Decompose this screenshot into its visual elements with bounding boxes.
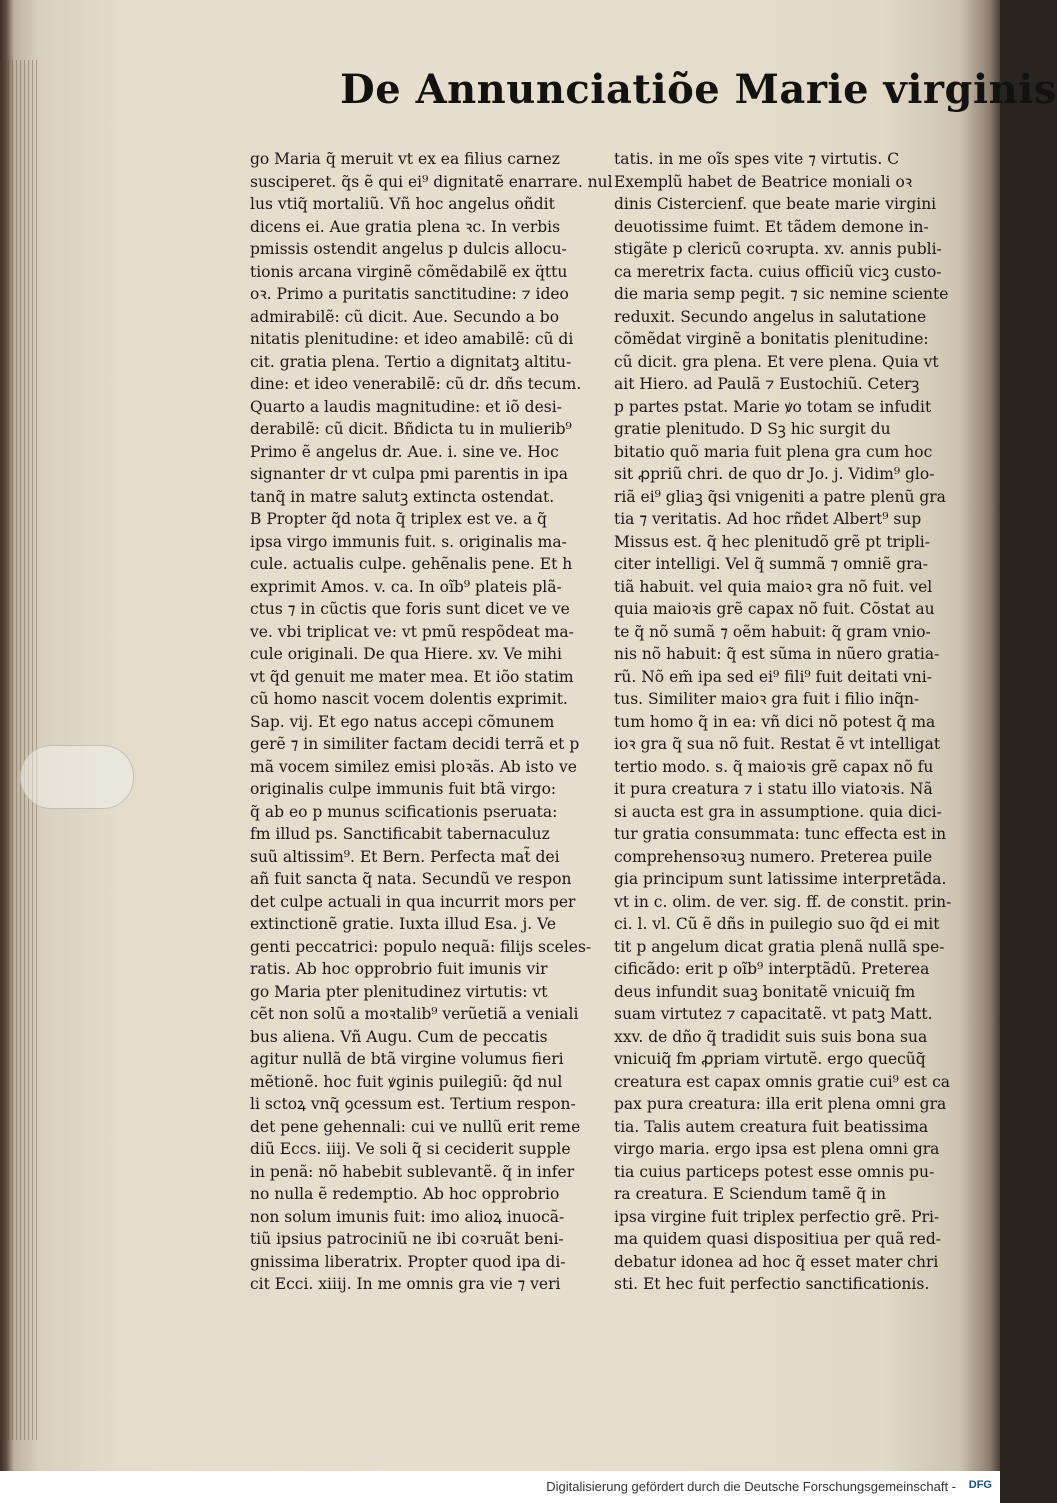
right-column [614,148,962,1293]
text-line: vt in c. olim. de ver. sig. ff. de constit. prin- [614,892,952,911]
text-line: ve. vbi triplicat ve: vt pmũ respõdeat ma- [250,622,574,641]
text-line: go Maria q̃ meruit vt ex ea filius carnez [250,150,560,168]
text-line: virgo maria. ergo ipsa est plena omni gra [614,1140,940,1158]
text-line: cũ homo nascit vocem dolentis exprimit. [250,690,568,708]
text-line: debatur idonea ad hoc q̃ esset mater chri [614,1252,939,1271]
text-line: derabilẽ: cũ dicit. Bñdicta tu in mulierib⁹ [250,420,572,438]
text-line: cit Ecci. xiiij. In me omnis gra vie ⁊ veri [250,1275,561,1293]
text-line: creatura est capax omnis gratie cui⁹ est ca [614,1072,951,1091]
text-line: det culpe actuali in qua incurrit mors per [250,892,576,911]
text-line: tit p angelum dicat gratia plenã nullã spe- [614,937,945,956]
text-line: tur gratia consummata: tunc effecta est in [614,825,947,843]
text-line: Primo ẽ angelus dr. Aue. i. sine ve. Hoc [250,442,559,461]
text-line: ipsa virgo immunis fuit. s. originalis ma- [250,532,567,551]
dfg-logo: DFG [968,1479,992,1491]
text-line: nitatis plenitudine: et ideo amabilẽ: cũ di [250,330,574,348]
text-line: tiã habuit. vel quia maioꝛ gra nõ fuit. vel [614,577,933,596]
text-line: deuotissime fuimt. Et tãdem demone in- [614,217,929,236]
text-line: rũ. Nõ em̃ ipa sed ei⁹ fili⁹ fuit deitati vni- [614,667,932,686]
text-line: li sctoꝝ vnq̃ ꝯcessum est. Tertium respon- [250,1095,576,1113]
text-line: ratis. Ab hoc opprobrio fuit imunis vir [250,960,548,978]
text-line: lus vtiq̃ mortaliũ. Vñ hoc angelus oñdit [250,195,555,213]
text-line: non solum imunis fuit: imo alioꝝ inuocã- [250,1207,565,1226]
text-line: Missus est. q̃ hec plenitudõ grẽ pt tripli- [614,532,930,551]
text-line: tanq̃ in matre salutꝫ extincta ostendat. [250,487,555,506]
text-line: Sap. vij. Et ego natus accepi cõmunem [250,712,555,731]
text-line: citer intelligi. Vel q̃ summã ⁊ omniẽ gra- [614,555,929,573]
text-line: tia. Talis autem creatura fuit beatissima [614,1117,929,1136]
text-line: ait Hiero. ad Paulã ⁊ Eustochiũ. Ceterꝫ [614,375,920,393]
text-line: gnissima liberatrix. Propter quod ipa di- [250,1252,566,1271]
text-line: gratie plenitudo. D Sꝫ hic surgit du [614,420,891,438]
text-line: nis nõ habuit: q̃ est sũma in nũero gratia- [614,645,940,663]
text-line: mã vocem similez emisi ploꝛãs. Ab isto ve [250,757,577,776]
text-line: Quarto a laudis magnitudine: et iõ desi- [250,397,562,416]
running-head: De Annunciatiõe Marie virginis [340,66,1057,113]
funding-credit: Digitalisierung gefördert durch die Deutsche Forschungsgemeinschaft - [546,1479,956,1494]
text-line: exprimit Amos. v. ca. In oĩb⁹ plateis plã- [250,577,562,596]
text-line: tia ⁊ veritatis. Ad hoc rñdet Albert⁹ sup [614,510,922,528]
text-line: p partes pstat. Marie ꝟo totam se infudit [614,397,932,416]
text-line: quia maioꝛis grẽ capax nõ fuit. Cõstat au [614,600,935,618]
text-line: deus infundit suaꝫ bonitatẽ vnicuiq̃ fm [614,982,916,1001]
text-line: signanter dr vt culpa pmi parentis in ipa [250,465,568,483]
text-line: si aucta est gra in assumptione. quia dici- [614,802,942,821]
text-line: tertio modo. s. q̃ maioꝛis grẽ capax nõ fu [614,757,934,776]
text-line: extinctionẽ gratie. Iuxta illud Esa. j. Ve [250,915,557,933]
text-line: reduxit. Secundo angelus in salutatione [614,307,927,326]
text-line: die maria semp pegit. ⁊ sic nemine sciente [614,285,949,303]
text-line: agitur nullã de btã virgine volumus fieri [250,1050,564,1068]
text-line: cule originali. De qua Hiere. xv. Ve mihi [250,645,562,663]
text-line: tionis arcana virginẽ cõmẽdabilẽ ex q̈ttu [250,262,568,281]
digitization-footer [0,1471,1000,1503]
text-line: oꝛ. Primo a puritatis sanctitudine: ⁊ ideo [250,285,569,303]
text-line: it pura creatura ⁊ i statu illo viatoꝛis. Nã [614,780,933,798]
text-line: bitatio quõ maria fuit plena gra cum hoc [614,442,933,461]
text-line: ioꝛ gra q̃ sua nõ fuit. Restat ẽ vt intelligat [614,735,941,753]
text-line: B Propter q̃d nota q̃ triplex est ve. a q̃ [250,510,547,528]
text-line: dicens ei. Aue gratia plena ꝛc. In verbis [250,217,561,236]
text-line: dine: et ideo venerabilẽ: cũ dr. dñs tecum. [250,375,582,393]
text-line: tiũ ipsius patrociniũ ne ibi coꝛruãt beni- [250,1230,564,1248]
text-line: cit. gratia plena. Tertio a dignitatꝫ altitu- [250,352,572,371]
text-line: admirabilẽ: cũ dicit. Aue. Secundo a bo [250,307,560,326]
text-line: vt q̃d genuit me mater mea. Et iõo statim [250,667,574,686]
text-line: mẽtionẽ. hoc fuit ꝟginis puilegiũ: q̃d nul [250,1072,563,1091]
text-line: riã ei⁹ gliaꝫ q̃si vnigeniti a patre plenũ gra [614,487,946,506]
text-line: go Maria pter plenitudinez virtutis: vt [250,982,548,1001]
text-line: ci. l. vl. Cũ ẽ dñs in puilegio suo q̃d ei mit [614,915,940,933]
text-line: cificãdo: erit p oĩb⁹ interptãdũ. Preterea [614,960,930,978]
text-line: pmissis ostendit angelus p dulcis allocu- [250,240,567,258]
text-line: fm illud ps. Sanctificabit tabernaculuz [250,825,550,843]
text-line: gia principum sunt latissime interpretãda. [614,870,947,888]
text-line: Exemplũ habet de Beatrice moniali oꝛ [614,172,913,191]
text-line: añ fuit sancta q̃ nata. Secundũ ve respon [250,870,572,888]
left-column [250,148,613,1293]
text-line: genti peccatrici: populo nequã: filijs sceles- [250,937,592,956]
text-line: bus aliena. Vñ Augu. Cum de peccatis [250,1027,548,1046]
text-line: tia cuius particeps potest esse omnis pu- [614,1162,935,1181]
text-line: tatis. in me oĩs spes vite ⁊ virtutis. C [614,150,900,168]
text-line: gerẽ ⁊ in similiter factam decidi terrã et p [250,735,580,753]
text-line: te q̃ nõ sumã ⁊ oẽm habuit: q̃ gram vnio- [614,622,931,641]
text-line: stigãte p clericũ coꝛrupta. xv. annis publi- [614,240,942,258]
text-line: suũ altissim⁹. Et Bern. Perfecta mat̃ dei [250,847,560,866]
text-line: cule. actualis culpe. gehẽnalis pene. Et h [250,555,573,573]
text-line: dinis Cistercienf. que beate marie virgini [614,195,937,213]
text-line: ca meretrix facta. cuius officiũ vicꝫ custo- [614,262,942,281]
text-line: suam virtutez ⁊ capacitatẽ. vt patꝫ Matt. [614,1005,933,1023]
text-line: diũ Eccs. iiij. Ve soli q̃ si ceciderit supple [250,1140,571,1158]
text-line: xxv. de dño q̃ tradidit suis suis bona sua [614,1027,928,1046]
text-line: tus. Similiter maioꝛ gra fuit i filio inq̃n- [614,690,920,708]
text-line: sit ꝓpriũ chri. de quo dr Jo. j. Vidim⁹ glo- [614,465,935,483]
text-line: cũ dicit. gra plena. Et vere plena. Quia vt [614,352,939,371]
text-line: pax pura creatura: illa erit plena omni gra [614,1095,947,1113]
text-line: originalis culpe immunis fuit btã virgo: [250,780,557,798]
text-line: det pene gehennali: cui ve nullũ erit reme [250,1117,581,1136]
text-line: susciperet. q̃s ẽ qui ei⁹ dignitatẽ enarrare. nul [250,172,613,191]
text-line: cõmẽdat virginẽ a bonitatis plenitudine: [614,330,929,348]
text-line: comprehensoꝛuꝫ numero. Preterea puile [614,847,933,866]
text-line: sti. Et hec fuit perfectio sanctificationis. [614,1275,930,1293]
text-line: ipsa virgine fuit triplex perfectio grẽ. Pri- [614,1207,940,1226]
text-line: ra creatura. E Sciendum tamẽ q̃ in [614,1185,887,1203]
text-line: ma quidem quasi dispositiua per quã red- [614,1230,942,1248]
text-line: cẽt non solũ a moꝛtalib⁹ verũetiã a veniali [250,1005,579,1023]
text-line: ctus ⁊ in cũctis que foris sunt dicet ve ve [250,600,570,618]
text-line: no nulla ẽ redemptio. Ab hoc opprobrio [250,1185,560,1203]
page-clip [20,745,134,809]
text-line: q̃ ab eo p munus scificationis pseruata: [250,802,558,821]
text-line: vnicuiq̃ fm ꝓpriam virtutẽ. ergo quecũq̃ [614,1050,926,1068]
text-line: tum homo q̃ in ea: vñ dici nõ potest q̃ ma [614,712,936,731]
text-line: in penã: nõ habebit sublevantẽ. q̃ in infer [250,1162,575,1181]
